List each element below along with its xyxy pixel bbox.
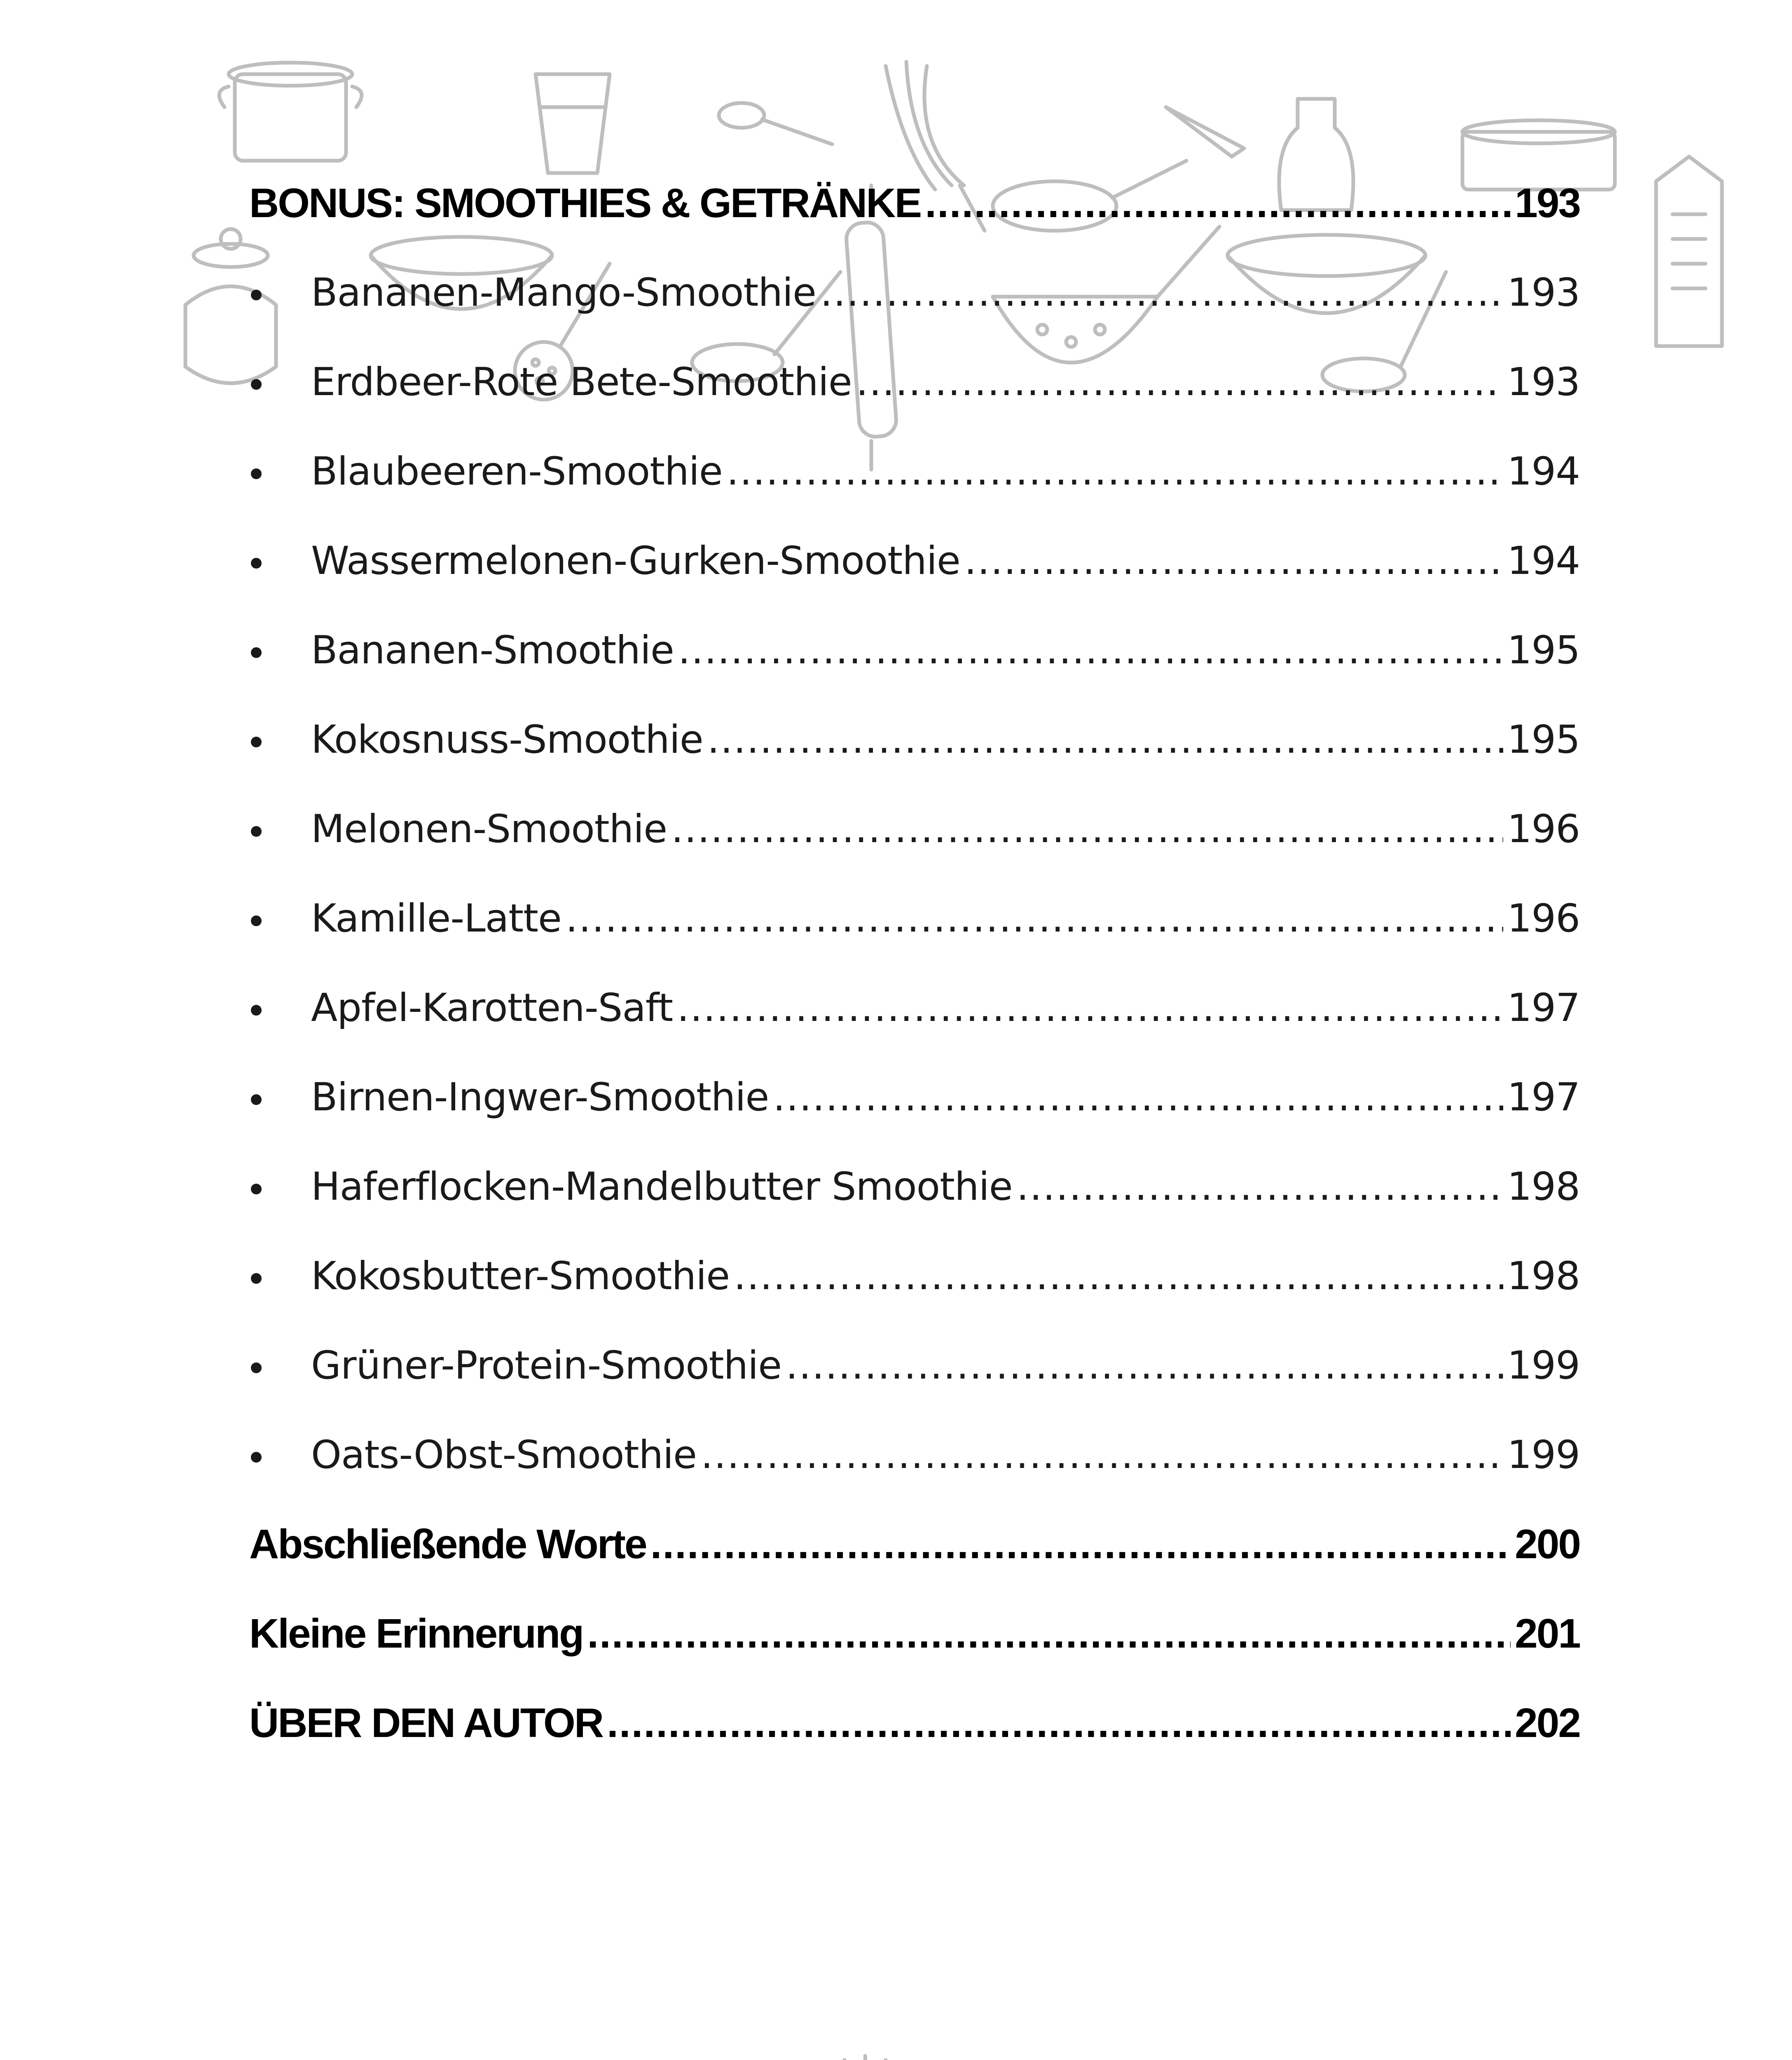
toc-entry-title: BONUS: SMOOTHIES & GETRÄNKE — [249, 180, 921, 226]
bullet-icon — [249, 1142, 311, 1231]
toc-page-number: 193 — [1507, 270, 1580, 315]
toc-list-item[interactable] — [249, 695, 1580, 784]
toc-entry-title: Apfel-Karotten-Saft — [311, 986, 673, 1030]
toc-page-number: 193 — [1515, 180, 1580, 226]
toc-entry-title: ÜBER DEN AUTOR — [249, 1700, 603, 1746]
bullet-icon — [249, 1053, 311, 1142]
bullet-icon — [249, 606, 311, 695]
dot-leader — [820, 270, 1503, 315]
toc-page-number: 197 — [1507, 1075, 1580, 1120]
toc-page-number: 194 — [1507, 449, 1580, 494]
toc-page-number: 201 — [1515, 1611, 1580, 1657]
whisk-icon — [845, 2056, 943, 2060]
toc-entry-title: Oats-Obst-Smoothie — [311, 1433, 697, 1477]
dot-leader — [786, 1343, 1503, 1388]
toc-entry-title: Melonen-Smoothie — [311, 807, 667, 852]
bullet-icon — [249, 784, 311, 874]
dot-leader — [734, 1254, 1503, 1299]
toc-page-number: 197 — [1507, 986, 1580, 1030]
toc-list-item[interactable] — [249, 784, 1580, 874]
toc-list-item[interactable] — [249, 606, 1580, 695]
toc-page-number: 196 — [1507, 807, 1580, 852]
bullet-icon — [249, 874, 311, 963]
bullet-icon — [249, 248, 311, 337]
toc-entry-title: Birnen-Ingwer-Smoothie — [311, 1075, 769, 1120]
bullet-icon — [249, 427, 311, 516]
toc-entry-title: Kamille-Latte — [311, 896, 561, 941]
toc-entry-title: Kleine Erinnerung — [249, 1611, 583, 1657]
cooking-pot-icon — [219, 63, 362, 161]
bullet-icon — [249, 337, 311, 427]
toc-list-item[interactable] — [249, 1142, 1580, 1231]
toc-list-item[interactable] — [249, 874, 1580, 963]
toc-page-number: 195 — [1507, 717, 1580, 762]
knife-icon — [1166, 107, 1244, 157]
toc-page-number: 198 — [1507, 1164, 1580, 1209]
bullet-icon — [249, 963, 311, 1053]
kitchen-illustration-band-bottom — [0, 2035, 1792, 2060]
toc-entry-title: Blaubeeren-Smoothie — [311, 449, 723, 494]
toc-page-number: 193 — [1507, 360, 1580, 405]
bullet-icon — [249, 516, 311, 606]
dot-leader — [650, 1521, 1511, 1568]
toc-list-item[interactable] — [249, 427, 1580, 516]
bullet-icon — [249, 695, 311, 784]
dot-leader — [964, 538, 1503, 583]
dot-leader — [773, 1075, 1503, 1120]
toc-page-number: 202 — [1515, 1700, 1580, 1746]
dot-leader — [677, 986, 1503, 1030]
toc-list-item[interactable] — [249, 337, 1580, 427]
toc-page-number: 198 — [1507, 1254, 1580, 1299]
toc-entry-title: Wassermelonen-Gurken-Smoothie — [311, 538, 960, 583]
dot-leader — [678, 628, 1503, 673]
dot-leader — [671, 807, 1503, 852]
toc-list-item[interactable] — [249, 1321, 1580, 1410]
dot-leader — [566, 896, 1503, 941]
toc-page-number: 195 — [1507, 628, 1580, 673]
toc-page-number: 196 — [1507, 896, 1580, 941]
toc-page-number: 194 — [1507, 538, 1580, 583]
spoon-icon — [719, 103, 832, 144]
dot-leader — [607, 1700, 1511, 1747]
dot-leader — [727, 449, 1503, 494]
toc-page-number: 200 — [1515, 1521, 1580, 1567]
table-of-contents — [249, 159, 1580, 1768]
toc-heading-entry[interactable] — [249, 159, 1580, 248]
bullet-icon — [249, 1321, 311, 1410]
toc-entry-title: Bananen-Smoothie — [311, 628, 674, 673]
toc-page-number: 199 — [1507, 1343, 1580, 1388]
bullet-icon — [249, 1231, 311, 1321]
toc-list-item[interactable] — [249, 1231, 1580, 1321]
toc-entry-title: Grüner-Protein-Smoothie — [311, 1343, 782, 1388]
dot-leader — [701, 1433, 1503, 1477]
dot-leader — [856, 360, 1503, 405]
toc-list-item[interactable] — [249, 963, 1580, 1053]
toc-entry-title: Bananen-Mango-Smoothie — [311, 270, 816, 315]
toc-list-item[interactable] — [249, 1410, 1580, 1500]
toc-list-item[interactable] — [249, 248, 1580, 337]
toc-entry-title: Haferflocken-Mandelbutter Smoothie — [311, 1164, 1013, 1209]
toc-list-item[interactable] — [249, 1053, 1580, 1142]
toc-heading-entry[interactable] — [249, 1589, 1580, 1678]
toc-entry-title: Abschließende Worte — [249, 1521, 646, 1567]
dot-leader — [925, 180, 1511, 227]
dot-leader — [587, 1610, 1511, 1657]
toc-entry-title: Kokosnuss-Smoothie — [311, 717, 703, 762]
toc-entry-title: Erdbeer-Rote Bete-Smoothie — [311, 360, 852, 405]
toc-heading-entry[interactable] — [249, 1678, 1580, 1768]
bullet-icon — [249, 1410, 311, 1500]
toc-entry-title: Kokosbutter-Smoothie — [311, 1254, 730, 1299]
glass-icon — [536, 74, 610, 173]
toc-heading-entry[interactable] — [249, 1500, 1580, 1589]
toc-list-item[interactable] — [249, 516, 1580, 606]
dot-leader — [707, 717, 1503, 762]
toc-page-number: 199 — [1507, 1433, 1580, 1477]
grater-icon — [1656, 157, 1722, 346]
dot-leader — [1017, 1164, 1503, 1209]
